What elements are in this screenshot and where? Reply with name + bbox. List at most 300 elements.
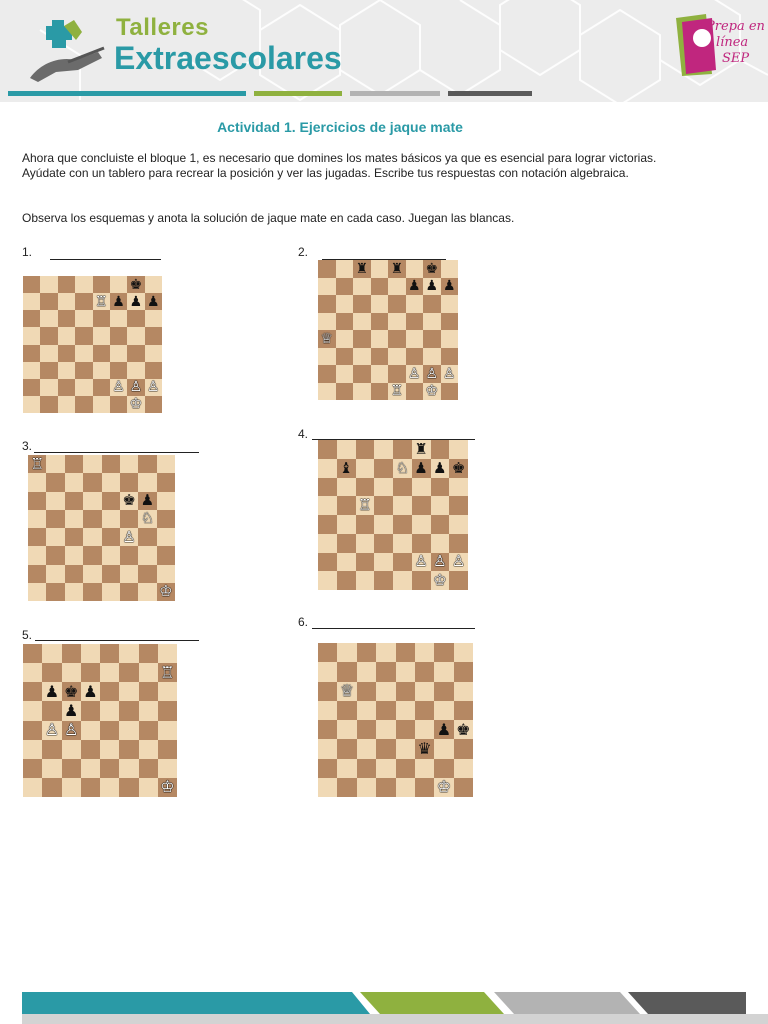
board-square xyxy=(423,383,441,401)
board-square xyxy=(100,701,119,720)
board-square xyxy=(40,379,57,396)
board-square xyxy=(393,478,412,497)
board-square xyxy=(412,571,431,590)
header-stripe-teal xyxy=(8,91,246,96)
board-square xyxy=(40,345,57,362)
board-square xyxy=(454,682,473,701)
board-square xyxy=(28,583,46,601)
board-square xyxy=(28,473,46,491)
chess-piece-icon: ♙ xyxy=(414,552,428,571)
board-square xyxy=(318,383,336,401)
board-square xyxy=(423,365,441,383)
board-square xyxy=(75,327,92,344)
board-square xyxy=(139,778,158,797)
board-square xyxy=(353,330,371,348)
board-square xyxy=(318,348,336,366)
chess-piece-icon: ♕ xyxy=(320,330,334,347)
board-square xyxy=(23,740,42,759)
chess-piece-icon: ♙ xyxy=(407,365,421,382)
chess-piece-icon: ♖ xyxy=(358,496,372,515)
chess-piece-icon: ♟ xyxy=(414,458,428,477)
board-square xyxy=(374,534,393,553)
board-square xyxy=(46,583,64,601)
board-square xyxy=(376,643,395,662)
chess-piece-icon: ♚ xyxy=(122,491,136,510)
chess-piece-icon: ♙ xyxy=(122,527,136,546)
board-square xyxy=(353,383,371,401)
board-square xyxy=(423,295,441,313)
board-square xyxy=(127,362,144,379)
chess-piece-icon: ♟ xyxy=(129,293,143,310)
board-square xyxy=(23,379,40,396)
board-square xyxy=(120,492,138,510)
board-square xyxy=(102,565,120,583)
board-square xyxy=(138,528,156,546)
board-square xyxy=(357,759,376,778)
board-square xyxy=(353,348,371,366)
board-square xyxy=(158,644,177,663)
board-square xyxy=(388,330,406,348)
board-square xyxy=(449,515,468,534)
board-square xyxy=(434,720,453,739)
board-square xyxy=(337,643,356,662)
board-square xyxy=(139,740,158,759)
board-square xyxy=(337,459,356,478)
board-square xyxy=(406,330,424,348)
board-square xyxy=(62,644,81,663)
board-square xyxy=(110,327,127,344)
board-square xyxy=(127,293,144,310)
chess-piece-icon: ♚ xyxy=(63,681,79,701)
board-square xyxy=(102,492,120,510)
board-square xyxy=(23,310,40,327)
board-square xyxy=(100,721,119,740)
board-square xyxy=(374,459,393,478)
board-square xyxy=(353,278,371,296)
board-square xyxy=(336,383,354,401)
board-square xyxy=(81,682,100,701)
board-square xyxy=(406,295,424,313)
board-square xyxy=(138,510,156,528)
board-square xyxy=(42,778,61,797)
board-square xyxy=(158,701,177,720)
chess-piece-icon: ♔ xyxy=(160,777,175,797)
board-square xyxy=(337,682,356,701)
board-square xyxy=(454,662,473,681)
board-square xyxy=(356,553,375,572)
board-square xyxy=(62,701,81,720)
board-square xyxy=(376,720,395,739)
board-square xyxy=(65,546,83,564)
board-square xyxy=(46,510,64,528)
board-square xyxy=(423,313,441,331)
chess-piece-icon: ♖ xyxy=(390,383,404,400)
board-square xyxy=(65,455,83,473)
board-square xyxy=(58,293,75,310)
board-square xyxy=(127,345,144,362)
board-square xyxy=(356,478,375,497)
board-square xyxy=(336,295,354,313)
board-square xyxy=(454,759,473,778)
board-square xyxy=(388,383,406,401)
board-square xyxy=(434,682,453,701)
board-square xyxy=(127,310,144,327)
board-square xyxy=(40,276,57,293)
activity-title: Actividad 1. Ejercicios de jaque mate xyxy=(217,119,463,135)
board-square xyxy=(158,663,177,682)
board-square xyxy=(374,496,393,515)
board-square xyxy=(376,778,395,797)
board-square xyxy=(65,510,83,528)
board-square xyxy=(434,662,453,681)
exercise-4-label: 4. xyxy=(298,427,309,441)
board-square xyxy=(371,313,389,331)
board-square xyxy=(58,327,75,344)
board-square xyxy=(376,739,395,758)
board-square xyxy=(337,701,356,720)
board-square xyxy=(376,759,395,778)
board-square xyxy=(431,440,450,459)
board-square xyxy=(357,662,376,681)
board-square xyxy=(157,492,175,510)
board-square xyxy=(393,515,412,534)
board-square xyxy=(371,348,389,366)
board-square xyxy=(75,293,92,310)
board-square xyxy=(58,276,75,293)
board-square xyxy=(58,396,75,413)
board-square xyxy=(110,362,127,379)
board-square xyxy=(40,362,57,379)
board-square xyxy=(127,396,144,413)
board-square xyxy=(65,528,83,546)
board-square xyxy=(454,643,473,662)
chess-piece-icon: ♔ xyxy=(129,396,143,413)
board-square xyxy=(62,759,81,778)
chess-piece-icon: ♚ xyxy=(425,260,439,277)
board-square xyxy=(454,701,473,720)
board-square xyxy=(412,496,431,515)
board-square xyxy=(434,643,453,662)
board-square xyxy=(23,778,42,797)
board-square xyxy=(120,546,138,564)
board-square xyxy=(336,260,354,278)
chess-piece-icon: ♛ xyxy=(417,738,432,758)
board-square xyxy=(337,440,356,459)
board-square xyxy=(145,276,162,293)
instruction-text: Observa los esquemas y anota la solución de jaque mate en cada caso. Juegan las blancas. xyxy=(22,211,515,225)
board-square xyxy=(81,721,100,740)
board-square xyxy=(337,739,356,758)
board-square xyxy=(42,644,61,663)
board-square xyxy=(157,455,175,473)
chess-piece-icon: ♟ xyxy=(63,700,79,720)
chess-piece-icon: ♙ xyxy=(433,552,447,571)
board-square xyxy=(449,440,468,459)
board-square xyxy=(75,345,92,362)
board-square xyxy=(102,510,120,528)
board-square xyxy=(158,721,177,740)
board-square xyxy=(388,348,406,366)
board-square xyxy=(376,701,395,720)
board-square xyxy=(157,583,175,601)
header-stripe-gray xyxy=(350,91,440,96)
board-square xyxy=(157,510,175,528)
chess-piece-icon: ♔ xyxy=(159,582,173,601)
board-square xyxy=(406,348,424,366)
board-square xyxy=(75,379,92,396)
board-square xyxy=(337,515,356,534)
board-square xyxy=(431,515,450,534)
board-square xyxy=(93,396,110,413)
board-square xyxy=(431,496,450,515)
board-square xyxy=(158,778,177,797)
board-square xyxy=(139,759,158,778)
board-square xyxy=(393,459,412,478)
chess-piece-icon: ♚ xyxy=(456,719,471,739)
board-square xyxy=(396,720,415,739)
board-square xyxy=(93,362,110,379)
chess-piece-icon: ♙ xyxy=(63,720,79,740)
board-square xyxy=(396,701,415,720)
board-square xyxy=(434,739,453,758)
board-square xyxy=(120,583,138,601)
board-square xyxy=(100,778,119,797)
board-square xyxy=(318,534,337,553)
board-square xyxy=(374,440,393,459)
board-square xyxy=(157,565,175,583)
header-stripe-darkgray xyxy=(448,91,532,96)
board-square xyxy=(412,459,431,478)
board-square xyxy=(23,276,40,293)
board-square xyxy=(83,565,101,583)
board-square xyxy=(75,396,92,413)
page-header xyxy=(0,0,768,102)
board-square xyxy=(119,663,138,682)
board-square xyxy=(83,473,101,491)
board-square xyxy=(441,348,459,366)
board-square xyxy=(138,473,156,491)
board-square xyxy=(393,571,412,590)
board-square xyxy=(23,396,40,413)
board-square xyxy=(28,455,46,473)
board-square xyxy=(93,345,110,362)
board-square xyxy=(318,313,336,331)
board-square xyxy=(23,663,42,682)
chess-piece-icon: ♜ xyxy=(390,260,404,277)
board-square xyxy=(83,492,101,510)
chess-piece-icon: ♔ xyxy=(436,777,452,797)
board-square xyxy=(336,365,354,383)
board-square xyxy=(374,478,393,497)
exercise-2-board xyxy=(318,260,458,400)
exercise-5-board xyxy=(23,644,177,797)
board-square xyxy=(100,682,119,701)
board-square xyxy=(356,459,375,478)
chess-piece-icon: ♝ xyxy=(339,458,353,477)
board-square xyxy=(412,440,431,459)
board-square xyxy=(371,260,389,278)
board-square xyxy=(357,720,376,739)
board-square xyxy=(393,496,412,515)
chess-piece-icon: ♟ xyxy=(436,719,452,739)
board-square xyxy=(28,510,46,528)
board-square xyxy=(336,348,354,366)
board-square xyxy=(415,662,434,681)
board-square xyxy=(110,396,127,413)
board-square xyxy=(337,720,356,739)
board-square xyxy=(145,310,162,327)
board-square xyxy=(318,478,337,497)
board-square xyxy=(93,310,110,327)
svg-text:línea: línea xyxy=(716,35,749,50)
board-square xyxy=(40,310,57,327)
board-square xyxy=(102,473,120,491)
chess-piece-icon: ♟ xyxy=(433,458,447,477)
board-square xyxy=(139,721,158,740)
board-square xyxy=(138,492,156,510)
exercise-6-label: 6. xyxy=(298,615,309,629)
board-square xyxy=(449,478,468,497)
board-square xyxy=(441,365,459,383)
board-square xyxy=(46,546,64,564)
board-square xyxy=(371,278,389,296)
board-square xyxy=(318,440,337,459)
board-square xyxy=(119,644,138,663)
board-square xyxy=(23,701,42,720)
board-square xyxy=(62,778,81,797)
board-square xyxy=(23,644,42,663)
board-square xyxy=(336,330,354,348)
intro-paragraph: Ahora que concluiste el bloque 1, es necesario que domines los mates básicos ya que es esencial para lograr victorias. Ayúdate con un tablero para recrear la posición y ver las jugadas. Escribe tus respuestas con notación algebraica. xyxy=(22,151,657,180)
board-square xyxy=(376,662,395,681)
board-square xyxy=(374,515,393,534)
board-square xyxy=(454,778,473,797)
board-square xyxy=(100,759,119,778)
chess-piece-icon: ♟ xyxy=(83,681,98,701)
board-square xyxy=(336,278,354,296)
board-square xyxy=(434,701,453,720)
board-square xyxy=(318,739,337,758)
board-square xyxy=(357,701,376,720)
board-square xyxy=(62,663,81,682)
board-square xyxy=(40,396,57,413)
board-square xyxy=(449,459,468,478)
board-square xyxy=(371,330,389,348)
board-square xyxy=(23,682,42,701)
board-square xyxy=(431,534,450,553)
chess-piece-icon: ♔ xyxy=(425,383,439,400)
board-square xyxy=(120,510,138,528)
board-square xyxy=(83,546,101,564)
board-square xyxy=(110,310,127,327)
chess-piece-icon: ♟ xyxy=(140,491,155,510)
exercise-1-answer-line[interactable] xyxy=(50,259,161,260)
board-square xyxy=(127,327,144,344)
board-square xyxy=(441,278,459,296)
board-square xyxy=(454,720,473,739)
chess-piece-icon: ♔ xyxy=(433,571,447,590)
exercise-4-board xyxy=(318,440,468,590)
board-square xyxy=(58,310,75,327)
board-square xyxy=(65,492,83,510)
board-square xyxy=(412,534,431,553)
board-square xyxy=(412,553,431,572)
board-square xyxy=(449,496,468,515)
board-square xyxy=(357,643,376,662)
board-square xyxy=(396,662,415,681)
chess-piece-icon: ♘ xyxy=(395,458,410,477)
chess-piece-icon: ♘ xyxy=(140,509,155,528)
board-square xyxy=(356,571,375,590)
board-square xyxy=(423,330,441,348)
board-square xyxy=(412,478,431,497)
chess-piece-icon: ♜ xyxy=(414,439,428,458)
chess-piece-icon: ♙ xyxy=(147,379,160,396)
board-square xyxy=(415,701,434,720)
board-square xyxy=(23,293,40,310)
board-square xyxy=(393,440,412,459)
board-square xyxy=(145,396,162,413)
board-square xyxy=(110,293,127,310)
board-square xyxy=(75,276,92,293)
brand-line1: Talleres xyxy=(116,14,209,41)
board-square xyxy=(46,565,64,583)
exercise-5-label: 5. xyxy=(22,628,33,642)
board-square xyxy=(28,492,46,510)
exercise-2-label: 2. xyxy=(298,245,309,259)
board-square xyxy=(337,478,356,497)
board-square xyxy=(318,496,337,515)
board-square xyxy=(139,701,158,720)
chess-piece-icon: ♟ xyxy=(407,278,421,295)
board-square xyxy=(337,662,356,681)
board-square xyxy=(145,327,162,344)
footer-bar xyxy=(22,1014,768,1024)
board-square xyxy=(415,682,434,701)
board-square xyxy=(318,643,337,662)
board-square xyxy=(83,583,101,601)
brand-line2: Extraescolares xyxy=(114,40,342,76)
board-square xyxy=(81,701,100,720)
board-square xyxy=(415,759,434,778)
board-square xyxy=(357,778,376,797)
board-square xyxy=(102,546,120,564)
board-square xyxy=(42,682,61,701)
board-square xyxy=(62,740,81,759)
board-square xyxy=(396,643,415,662)
board-square xyxy=(138,565,156,583)
exercise-6-answer-line[interactable] xyxy=(312,628,475,629)
board-square xyxy=(158,682,177,701)
header-stripe-green xyxy=(254,91,342,96)
board-square xyxy=(423,348,441,366)
board-square xyxy=(423,260,441,278)
board-square xyxy=(388,260,406,278)
board-square xyxy=(40,293,57,310)
board-square xyxy=(406,365,424,383)
board-square xyxy=(23,721,42,740)
board-square xyxy=(318,682,337,701)
board-square xyxy=(337,759,356,778)
board-square xyxy=(393,534,412,553)
exercise-5-answer-line[interactable] xyxy=(35,640,199,641)
board-square xyxy=(318,260,336,278)
board-square xyxy=(318,515,337,534)
board-square xyxy=(396,682,415,701)
exercise-3-answer-line[interactable] xyxy=(34,452,199,453)
board-square xyxy=(110,345,127,362)
board-square xyxy=(376,682,395,701)
